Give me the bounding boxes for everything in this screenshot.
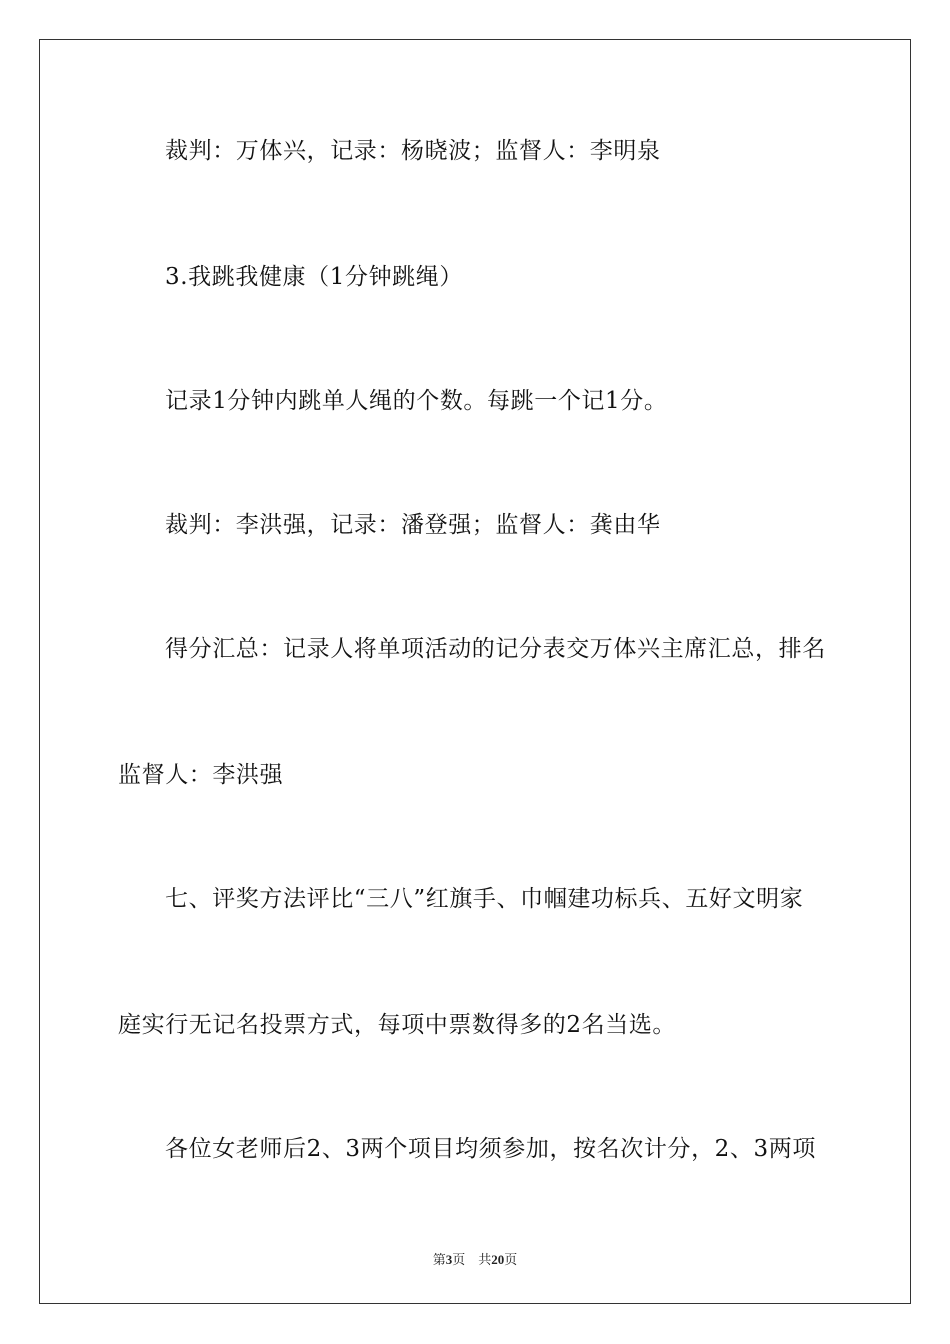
item-3-heading: 3.我跳我健康（1分钟跳绳）	[165, 264, 463, 290]
page-border	[39, 39, 911, 1304]
page-number: 3	[445, 1252, 453, 1267]
judge-line-1: 裁判：万体兴，记录：杨晓波；监督人：李明泉	[165, 138, 661, 164]
page-prefix: 第	[432, 1252, 446, 1267]
supervisor-line: 监督人：李洪强	[118, 762, 284, 788]
page-suffix: 页	[452, 1252, 466, 1267]
score-summary-line: 得分汇总：记录人将单项活动的记分表交万体兴主席汇总，排名	[165, 636, 826, 662]
page-footer	[0, 1249, 950, 1268]
judge-line-2: 裁判：李洪强，记录：潘登强；监督人：龚由华	[165, 512, 661, 538]
total-pages: 20	[491, 1252, 505, 1267]
award-method-line-2: 庭实行无记名投票方式，每项中票数得多的2名当选。	[118, 1012, 677, 1038]
award-method-line-1: 七、评奖方法评比“三八”红旗手、巾帼建功标兵、五好文明家	[165, 886, 804, 912]
total-suffix: 页	[504, 1252, 518, 1267]
participation-line: 各位女老师后2、3两个项目均须参加，按名次计分，2、3两项	[165, 1136, 816, 1162]
total-prefix: 共	[478, 1252, 492, 1267]
item-3-rule: 记录1分钟内跳单人绳的个数。每跳一个记1分。	[165, 388, 668, 414]
